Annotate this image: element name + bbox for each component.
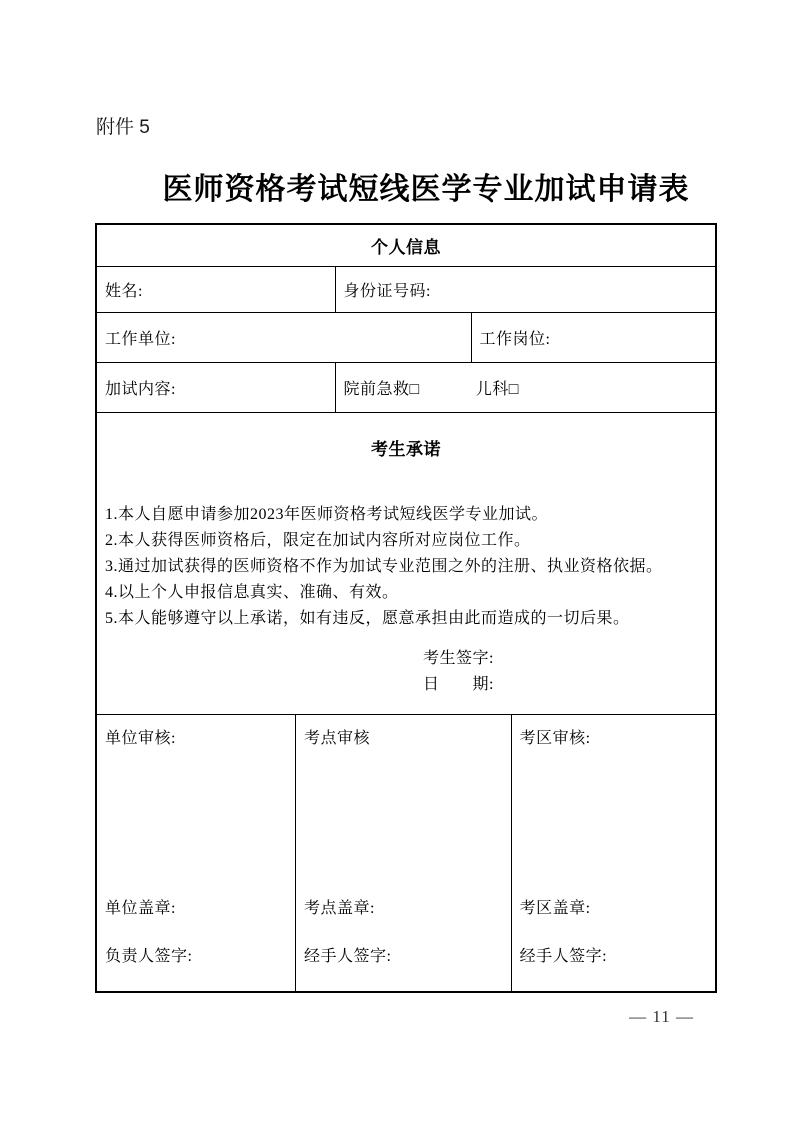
name-cell — [97, 267, 336, 312]
application-form-table — [95, 223, 717, 993]
site-review-cell — [296, 715, 512, 991]
work-post-cell — [472, 313, 715, 362]
name-label: 姓名: — [105, 283, 143, 300]
work-unit-row — [97, 313, 715, 363]
promise-header: 考生承诺 — [371, 440, 441, 459]
candidate-signature-label: 考生签字: — [423, 650, 494, 667]
signature-block — [423, 646, 715, 698]
work-unit-label: 工作单位: — [105, 331, 176, 348]
checkbox-option-prehospital: 院前急救□ — [343, 381, 420, 398]
extra-test-options-cell — [336, 363, 715, 412]
unit-seal-label: 单位盖章: — [105, 900, 176, 917]
promise-item-4: 4.以上个人申报信息真实、准确、有效。 — [105, 584, 399, 601]
id-number-label: 身份证号码: — [343, 283, 431, 300]
candidate-promise-cell — [97, 413, 715, 715]
personal-info-header: 个人信息 — [371, 238, 441, 257]
id-number-cell — [336, 267, 715, 312]
section-header-row — [97, 225, 715, 267]
extra-test-row — [97, 363, 715, 413]
checkbox-option-pediatrics: 儿科□ — [475, 381, 519, 398]
page-number: — 11 — — [629, 1007, 694, 1026]
page-title: 医师资格考试短线医学专业加试申请表 — [162, 173, 690, 206]
attachment-label: 附件 5 — [96, 117, 150, 138]
promise-list — [97, 502, 715, 632]
review-row — [97, 715, 715, 991]
promise-item-1: 1.本人自愿申请参加2023年医师资格考试短线医学专业加试。 — [105, 506, 549, 523]
work-unit-cell — [97, 313, 472, 362]
site-seal-label: 考点盖章: — [303, 900, 375, 917]
area-seal-label: 考区盖章: — [519, 900, 591, 917]
unit-review-cell — [97, 715, 296, 991]
name-id-row — [97, 267, 715, 313]
unit-review-label: 单位审核: — [105, 730, 176, 747]
promise-item-2: 2.本人获得医师资格后，限定在加试内容所对应岗位工作。 — [105, 532, 531, 549]
work-post-label: 工作岗位: — [479, 331, 551, 348]
date-label: 日 期: — [423, 676, 494, 693]
unit-signer-label: 负责人签字: — [105, 948, 193, 965]
site-review-label: 考点审核 — [303, 730, 370, 747]
area-review-cell — [512, 715, 715, 991]
extra-test-label: 加试内容: — [105, 381, 176, 398]
area-review-label: 考区审核: — [519, 730, 591, 747]
promise-item-5: 5.本人能够遵守以上承诺，如有违反，愿意承担由此而造成的一切后果。 — [105, 610, 630, 627]
promise-item-3: 3.通过加试获得的医师资格不作为加试专业范围之外的注册、执业资格依据。 — [105, 558, 663, 575]
extra-test-cell — [97, 363, 336, 412]
area-signer-label: 经手人签字: — [519, 948, 608, 965]
site-signer-label: 经手人签字: — [303, 948, 392, 965]
